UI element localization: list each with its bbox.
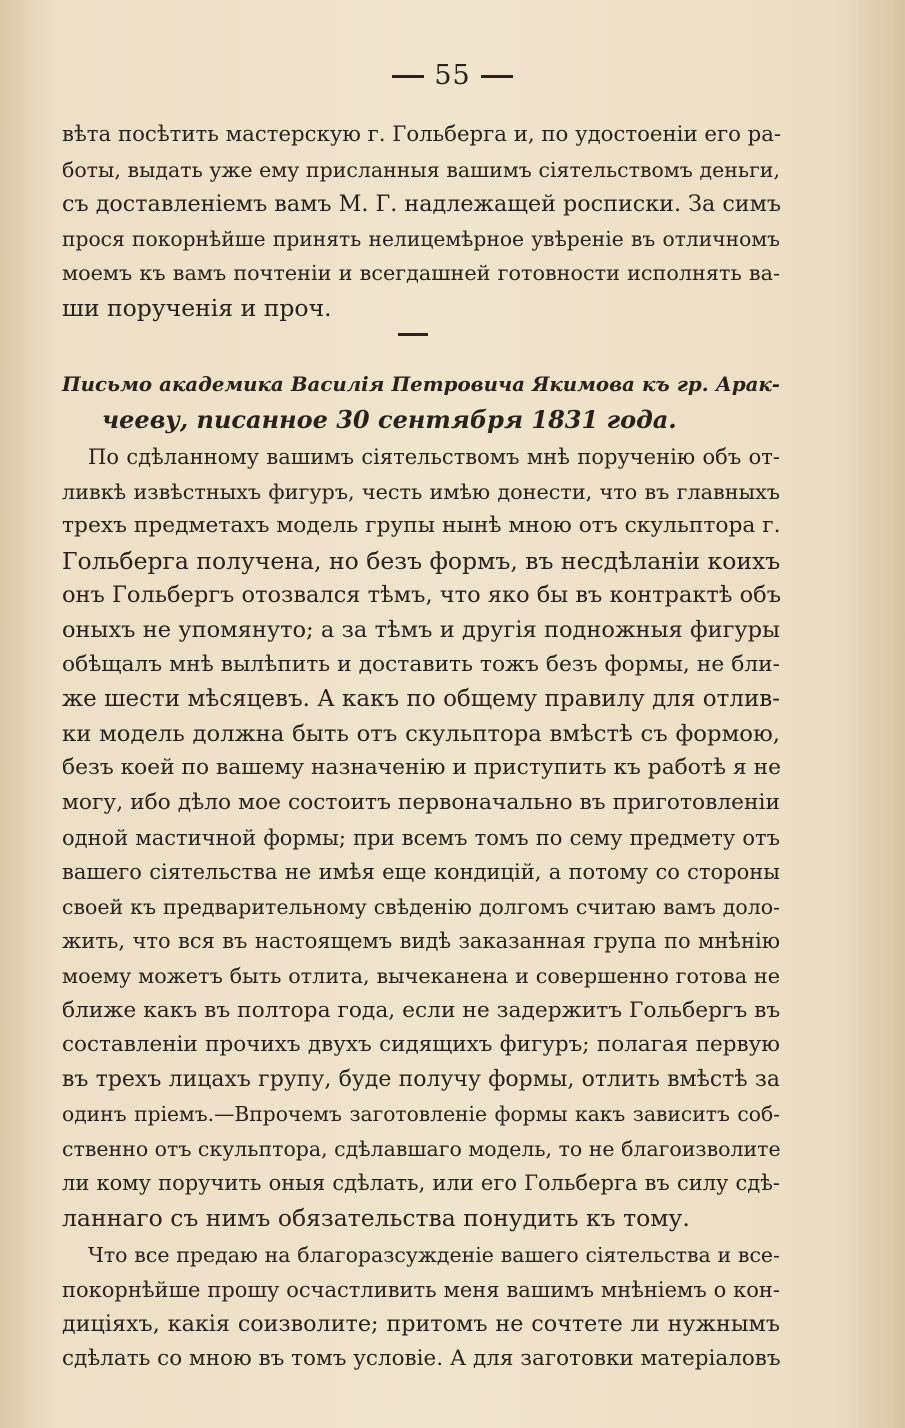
text-line: ши порученія и проч. bbox=[62, 293, 332, 322]
text-line: ственно отъ скульптора, сдѣлавшаго модель, то не благоизволите bbox=[62, 1136, 781, 1161]
text-line: съ доставленіемъ вамъ М. Г. надлежащей росписки. За симъ bbox=[62, 191, 782, 218]
text-line: боты, выдать уже ему присланныя вашимъ сіятельствомъ деньги, bbox=[62, 157, 780, 182]
section-separator bbox=[398, 333, 428, 336]
text-line: одинъ пріемъ.—Впрочемъ заготовленіе формы какъ зависитъ соб- bbox=[62, 1102, 780, 1127]
text-line: своей къ предварительному свѣденію долгомъ считаю вамъ доло- bbox=[62, 894, 780, 919]
text-line: прося покорнѣйше принять нелицемѣрное увѣреніе въ отличномъ bbox=[62, 226, 780, 251]
text-line: обѣщалъ мнѣ вылѣпить и доставить тожъ безъ формы, не бли- bbox=[62, 651, 780, 677]
text-line: ливкѣ извѣстныхъ фигуръ, честь имѣю донести, что въ главныхъ bbox=[62, 479, 780, 504]
text-line: моему можетъ быть отлита, вычеканена и совершенно готова не bbox=[62, 963, 780, 988]
text-line: вашего сіятельства не имѣя еще кондицій, а потому со стороны bbox=[62, 860, 780, 885]
text-line: онъ Гольбергъ отозвался тѣмъ, что яко бы въ контрактѣ объ bbox=[62, 582, 782, 609]
heading-line: Письмо академика Василія Петровича Якимова къ гр. Арак- bbox=[62, 372, 780, 396]
top-paragraph bbox=[62, 118, 780, 326]
text-line: ближе какъ въ полтора года, если не задержитъ Гольбергъ въ bbox=[62, 997, 781, 1023]
heading-line: чееву, писанное 30 сентября 1831 года. bbox=[102, 405, 677, 434]
text-line: ки модель должна быть отъ скульптора вмѣстѣ съ формою, bbox=[62, 720, 780, 747]
text-line: же шести мѣсяцевъ. А какъ по общему правилу для отлив- bbox=[62, 686, 780, 713]
text-line: одной мастичной формы; при всемъ томъ по сему предмету отъ bbox=[62, 825, 780, 850]
page-number-dash-left bbox=[392, 75, 424, 78]
text-line: Что все предаю на благоразсужденіе вашего сіятельства и все- bbox=[88, 1243, 780, 1267]
text-line: въ трехъ лицахъ групу, буде получу формы, отлить вмѣстѣ за bbox=[62, 1066, 780, 1092]
text-line: Гольберга получена, но безъ формъ, въ несдѣланіи коихъ bbox=[62, 546, 781, 575]
page-number-text: 55 bbox=[434, 60, 471, 91]
text-line: жить, что вся въ настоящемъ видѣ заказанная група по мнѣнію bbox=[62, 929, 780, 954]
text-line: сдѣлать со мною въ томъ условіе. А для заготовки матеріаловъ bbox=[62, 1345, 781, 1371]
text-line: моемъ къ вамъ почтеніи и всегдашней готовности исполнять ва- bbox=[62, 261, 780, 286]
text-line: диціяхъ, какія соизволите; притомъ не сочтете ли нужнымъ bbox=[62, 1311, 780, 1338]
text-line: оныхъ не упомянуто; а за тѣмъ и другія подножныя фигуры bbox=[62, 616, 780, 643]
text-line: покорнѣйше прошу осчастливить меня вашимъ мнѣніемъ о кон- bbox=[62, 1277, 780, 1302]
text-line: могу, ибо дѣло мое состоитъ первоначально въ приготовленіи bbox=[62, 789, 780, 815]
text-line: По сдѣланному вашимъ сіятельствомъ мнѣ порученію объ от- bbox=[88, 445, 780, 469]
text-line: ланнаго съ нимъ обязательства понудить къ тому. bbox=[62, 1204, 690, 1233]
letter-paragraph-1 bbox=[62, 440, 780, 1236]
text-line: безъ коей по вашему назначенію и приступить къ работѣ я не bbox=[62, 755, 781, 781]
letter-paragraph-2 bbox=[62, 1238, 780, 1376]
page-number-dash-right bbox=[481, 75, 513, 78]
text-line: ли кому поручить оныя сдѣлать, или его Гольберга въ силу сдѣ- bbox=[62, 1171, 780, 1196]
text-line: вѣта посѣтить мастерскую г. Гольберга и, по удостоеніи его ра- bbox=[62, 122, 782, 147]
text-line: трехъ предметахъ модель групы нынѣ мною отъ скульптора г. bbox=[62, 513, 781, 539]
text-line: составленіи прочихъ двухъ сидящихъ фигуръ; полагая первую bbox=[62, 1032, 780, 1058]
page-number bbox=[0, 60, 905, 91]
letter-heading bbox=[62, 366, 780, 438]
